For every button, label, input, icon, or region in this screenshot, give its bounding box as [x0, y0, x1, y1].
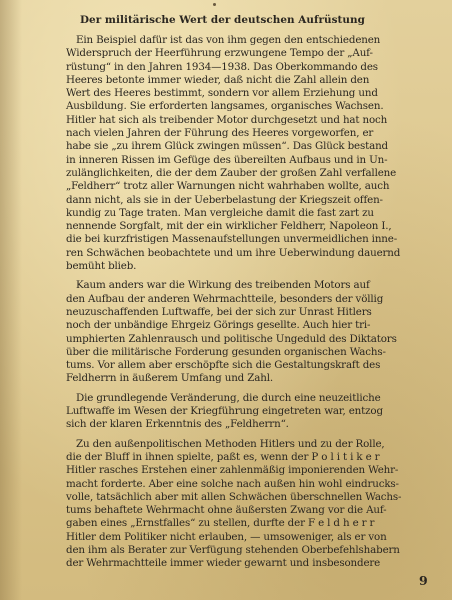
text-line: rüstung“ in den Jahren 1934—1938. Das Oberkommando des [66, 60, 378, 73]
text-line: den ihm als Berater zur Verfügung stehenden Oberbefehlshabern [66, 543, 400, 556]
text-line: über die militärische Forderung gesunden organischen Wachs- [66, 345, 386, 358]
text-line: Hitler dem Politiker nicht erlauben, — umsoweniger, als er von [66, 530, 387, 543]
text-line: Ein Beispiel dafür ist das von ihm gegen den entschiedenen [76, 34, 381, 46]
text-line: nennende Sorgfalt, mit der ein wirklicher Feldherr, Napoleon I., [66, 220, 392, 233]
text-line: sich der klaren Erkenntnis des „Feldherrn“. [66, 418, 289, 431]
text-line: der Wehrmachtteile immer wieder gewarnt und insbesondere [66, 557, 381, 570]
paragraph [66, 279, 434, 385]
text-line: dann nicht, als sie in der Ueberbelastung der Kriegszeit offen- [66, 193, 383, 206]
text-line: Wert des Heeres bestimmt, sondern vor allem Erziehung und [66, 87, 378, 100]
body-text [66, 34, 434, 571]
text-line: Zu den außenpolitischen Methoden Hitlers und zu der Rolle, [76, 437, 385, 450]
text-line: gaben eines „Ernstfalles“ zu stellen, durfte der F e l d h e r r [66, 517, 375, 530]
page-number: 9 [419, 573, 428, 588]
text-line: Heeres betonte immer wieder, daß nicht die Zahl allein den [66, 73, 370, 86]
text-line: Die grundlegende Veränderung, die durch eine neuzeitliche [76, 391, 381, 404]
text-line: habe sie „zu ihrem Glück zwingen müssen“. Das Glück bestand [66, 140, 388, 153]
text-line: „Feldherr“ trotz aller Warnungen nicht wahrhaben wollte, auch [66, 180, 390, 193]
text-line: Luftwaffe im Wesen der Kriegführung eingetreten war, entzog [66, 405, 383, 418]
text-line: die bei kurzfristigen Massenaufstellungen unvermeidlichen inne- [66, 233, 398, 246]
text-line: bemüht blieb. [66, 260, 137, 273]
text-line: Hitler hat sich als treibender Motor durchgesetzt und hat noch [66, 113, 388, 126]
text-line: Widerspruch der Heerführung erzwungene Tempo der „Auf- [66, 47, 373, 60]
text-line: kundig zu Tage traten. Man vergleiche damit die fast zart zu [66, 206, 374, 219]
section-heading: Der militärische Wert der deutschen Aufrüstung [80, 14, 365, 26]
text-line: in inneren Rissen im Gefüge des übereilten Aufbaus und in Un- [66, 153, 388, 166]
text-line: die der Bluff in ihnen spielte, paßt es, wenn der P o l i t i k e r [66, 450, 380, 463]
text-line: tums. Vor allem aber erschöpfte sich die Gestaltungskraft des [66, 359, 381, 372]
paragraph [66, 392, 434, 432]
paragraph [66, 34, 434, 273]
text-line: Kaum anders war die Wirkung des treibenden Motors auf [76, 279, 370, 292]
text-line: Feldherrn in äußerem Umfang und Zahl. [66, 372, 273, 385]
text-line: ren Schwächen beobachtete und um ihre Ueberwindung dauernd [66, 246, 401, 259]
paragraph [66, 438, 434, 571]
text-line: umphierten Zahlenrausch und politische Ungeduld des Diktators [66, 332, 397, 345]
text-line: Hitler rasches Erstehen einer zahlenmäßig imponierenden Wehr- [66, 464, 399, 477]
text-line: zulänglichkeiten, die der dem Zauber der großen Zahl verfallene [66, 166, 397, 179]
text-line: noch der unbändige Ehrgeiz Görings gesellte. Auch hier tri- [66, 319, 371, 332]
text-line: den Aufbau der anderen Wehrmachtteile, besonders der völlig [66, 292, 384, 305]
text-line: volle, tatsächlich aber mit allen Schwächen überschnellen Wachs- [66, 490, 402, 503]
text-line: tums behaftete Wehrmacht ohne äußersten Zwang vor die Auf- [66, 504, 387, 517]
text-line: Ausbildung. Sie erforderten langsames, organisches Wachsen. [66, 100, 384, 113]
text-line: nach vielen Jahren der Führung des Heeres vorgeworfen, er [66, 127, 374, 140]
text-line: neuzuschaffenden Luftwaffe, bei der sich zur Unrast Hitlers [66, 305, 372, 318]
text-line: macht forderte. Aber eine solche nach außen hin wohl eindrucks- [66, 477, 399, 490]
print-speck [213, 3, 216, 6]
